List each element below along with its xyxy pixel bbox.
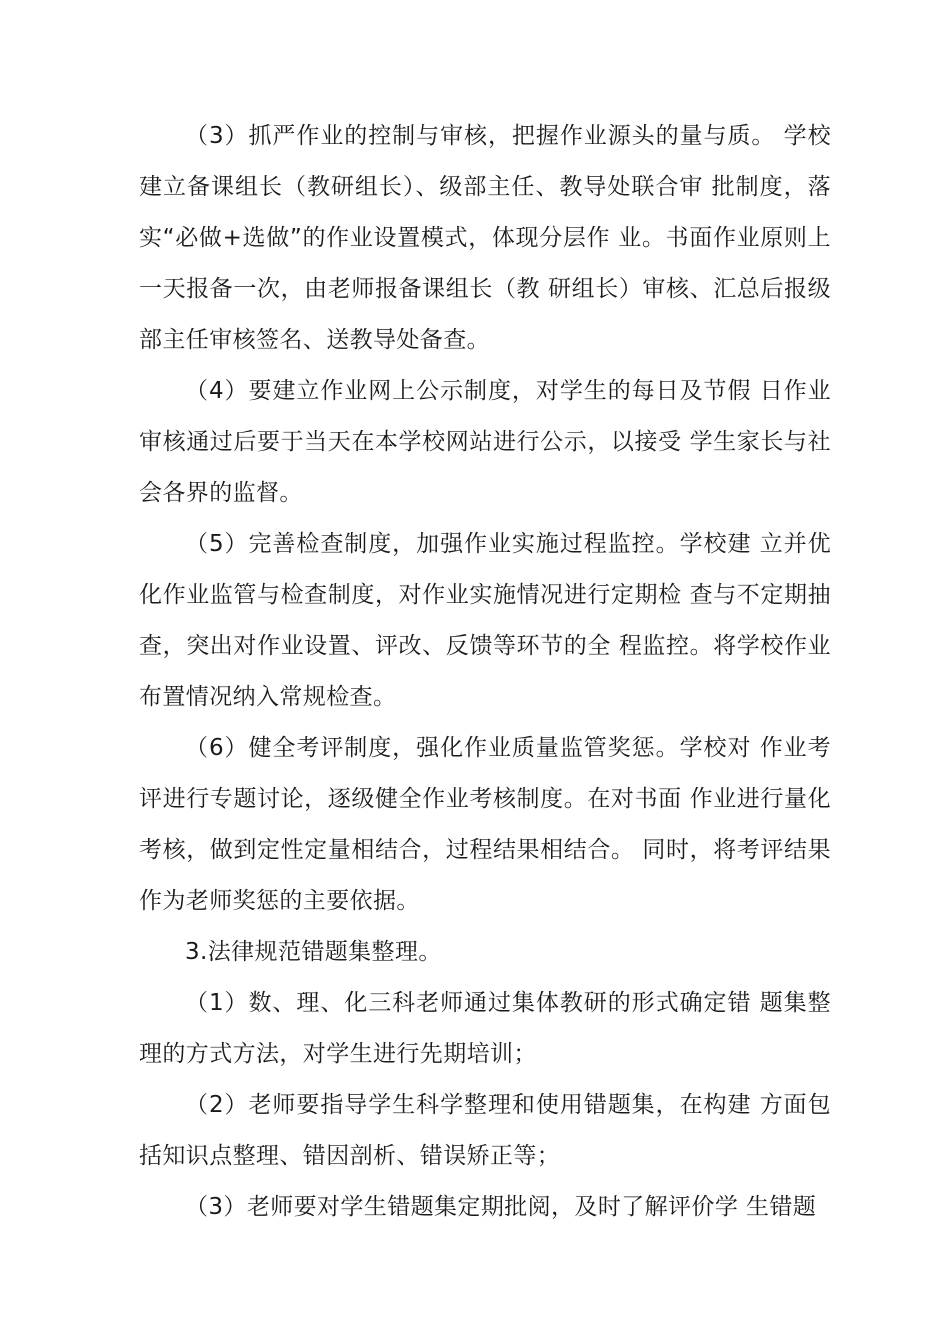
paragraph-error-item-3: （3）老师要对学生错题集定期批阅，及时了解评价学 生错题 bbox=[185, 1194, 817, 1220]
paragraph-item-6-evaluation: （6）健全考评制度，强化作业质量监管奖惩。学校对 作业考评进行专题讨论，逐级健全作业考核制度。在对书面 作业进行量化考核，做到定性定量相结合，过程结果相结合。 同时，将考评结果作为老师奖惩的主要依据。 bbox=[139, 735, 831, 914]
document-body bbox=[139, 111, 831, 1233]
paragraph-error-item-1: （1）数、理、化三科老师通过集体教研的形式确定错 题集整理的方式方法，对学生进行先期培训； bbox=[139, 990, 831, 1067]
paragraph-item-5-inspection: （5）完善检查制度，加强作业实施过程监控。学校建 立并优化作业监管与检查制度，对作业实施情况进行定期检 查与不定期抽查，突出对作业设置、评改、反馈等环节的全 程监控。将学校作业布置情况纳入常规检查。 bbox=[139, 531, 831, 710]
section-heading-error-collection: 3.法律规范错题集整理。 bbox=[185, 939, 442, 965]
paragraph-item-4-publicity: （4）要建立作业网上公示制度，对学生的每日及节假 日作业审核通过后要于当天在本学校网站进行公示，以接受 学生家长与社会各界的监督。 bbox=[139, 378, 831, 506]
paragraph-item-3-review: （3）抓严作业的控制与审核，把握作业源头的量与质。 学校建立备课组长（教研组长）、级部主任、教导处联合审 批制度，落实“必做+选做”的作业设置模式，体现分层作 业。书面作业原则上一天报备一次，由老师报备课组长（教 研组长）审核、汇总后报级部主任审核签名、送教导处备查。 bbox=[139, 123, 831, 353]
paragraph-error-item-2: （2）老师要指导学生科学整理和使用错题集，在构建 方面包括知识点整理、错因剖析、错误矫正等； bbox=[139, 1092, 831, 1169]
